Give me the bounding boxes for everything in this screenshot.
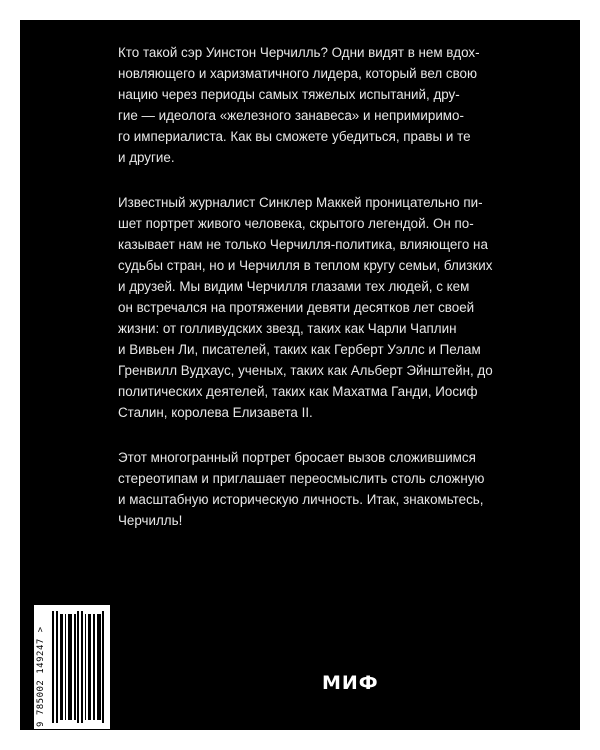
isbn-barcode [34,605,110,729]
publisher-logo: МИФ [322,672,379,694]
book-back-cover [20,20,580,730]
paragraph-intro: Кто такой сэр Уинстон Черчилль? Одни видят в нем вдох- новляющего и харизматичного лидера, который вел свою нацию через периоды самых тяжелых испытаний, дру- гие — идеолога «железного занавеса» и непримиримо- го империалиста. Как вы сможете убедиться, правы и те и другие. [118,45,480,165]
annotation-text [118,42,514,555]
paragraph-portrait: Известный журналист Синклер Маккей проницательно пи- шет портрет живого человека, скрытого легендой. Он по- казывает нам не только Черчилля-политика, влияющего на судьбы стран, но и Черчилля в теплом кругу семьи, близких и друзей. Мы видим Черчилля глазами тех людей, с кем он встречался на протяжении девяти десятков лет своей жизни: от голливудских звезд, таких как Чарли Чаплин и Вивьен Ли, писателей, таких как Герберт Уэллс и Пелам Гренвилл Вудхаус, ученых, таких как Альберт Эйнштейн, до политических деятелей, таких как Махатма Ганди, Иосиф Сталин, королева Елизавета II. [118,195,493,420]
paragraph-conclusion: Этот многогранный портрет бросает вызов сложившимся стереотипам и приглашает переосмыслить столь сложную и масштабную историческую личность. Итак, знакомьтесь, Черчилль! [118,450,485,528]
barcode-bars [52,611,106,723]
barcode-digits: 9 785002 149247 > [36,626,46,727]
